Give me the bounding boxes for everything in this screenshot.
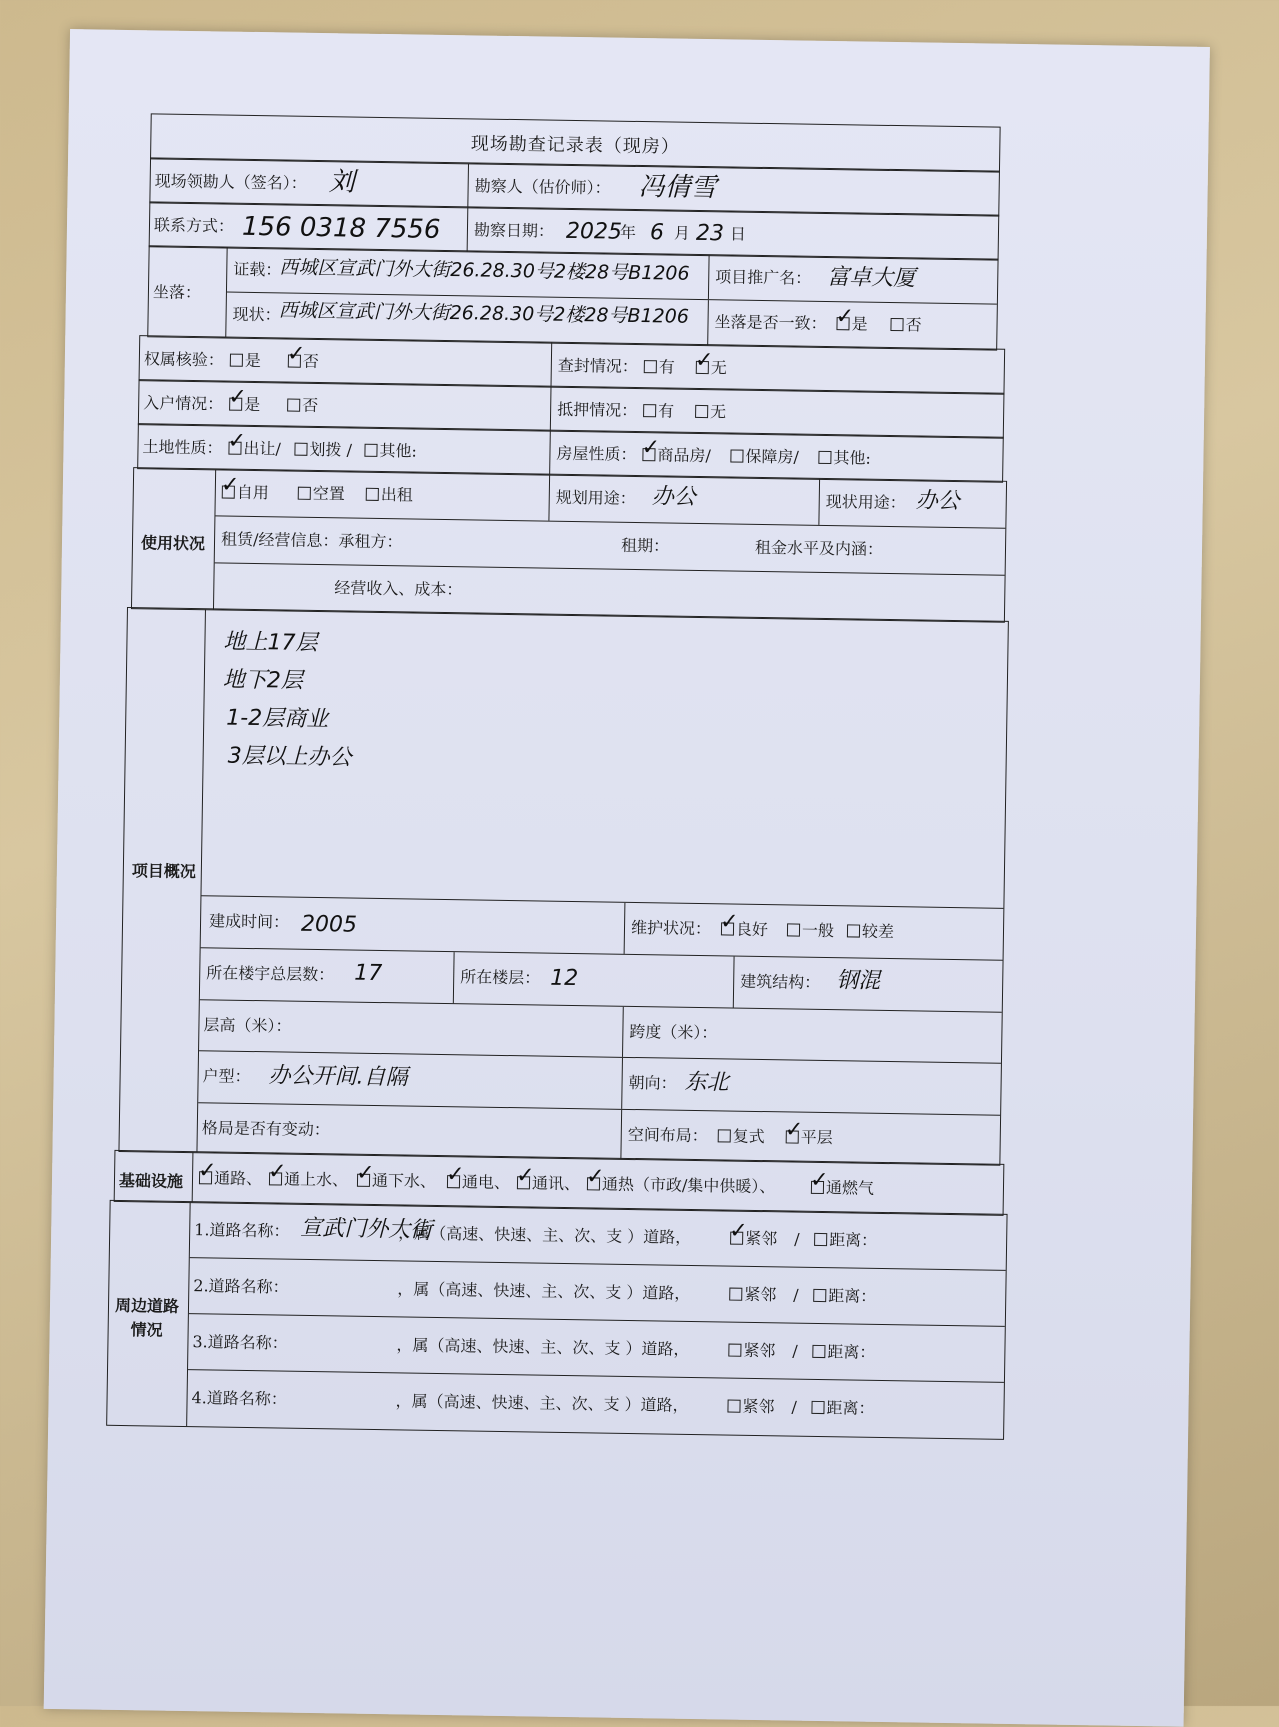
date-day: 23 [695,220,725,247]
checkbox-icon [818,451,831,464]
cert-label: 证载： [233,259,282,280]
date-year-unit: 年 [619,222,637,242]
checkbox-icon [719,909,739,935]
road-type-text: ，属（高速、快速、主、次、支 ）道路， [395,1391,689,1415]
entry-cell [139,380,552,430]
maint-opt-normal [787,922,834,939]
infra-item-road [197,1158,263,1189]
option-label: 其他: [833,448,871,468]
usage-opt-vacant [298,483,345,504]
project-name-label: 项目推广名： [715,267,812,288]
option-label: 否 [302,351,320,371]
checkbox-icon [230,354,243,367]
date-day-unit: 日 [729,224,747,244]
total-floors-label: 所在楼宇总层数： [206,963,335,985]
check-mark-icon: ✓ [641,435,661,461]
road-slash: / [791,1397,798,1417]
checkbox-icon [814,1233,827,1246]
check-mark-icon: ✓ [445,1162,465,1188]
road-adjacent [729,1218,778,1249]
option-label: 划拨 / [309,439,353,460]
maint-opt-good [719,909,769,940]
infra-item-water-supply [267,1159,349,1190]
total-floors-value: 17 [354,960,383,987]
height-cell [199,1000,624,1057]
span-label: 跨度（米）： [629,1021,718,1043]
consistent-yes [835,304,868,334]
option-label: 通讯、 [531,1173,581,1194]
option-label: 距离： [826,1398,875,1418]
orientation-value: 东北 [684,1069,729,1096]
maintenance-label: 维护状况： [630,917,712,939]
overview-note: 地上17层 [223,629,318,657]
usage-label: 使用状况 [140,533,206,554]
checkbox-icon [228,384,247,411]
floor-label: 所在楼层： [460,967,541,988]
check-mark-icon: ✓ [228,384,247,410]
option-label: 距离： [827,1342,876,1362]
project-name-value: 富卓大厦 [827,264,916,292]
surveyor-signature: 冯倩雪 [638,171,717,204]
usage-block [131,467,1007,623]
seal-none [694,347,727,378]
surveyor-label: 勘察人（估价师）： [474,176,611,198]
floor-value: 12 [550,965,579,992]
land-opt-other [364,440,418,461]
mortgage-none [695,404,726,420]
check-mark-icon: ✓ [585,1164,605,1190]
infra-label-cell [115,1151,194,1202]
road-distance [811,1400,874,1417]
road-name-label: 1.道路名称： [194,1220,290,1241]
road-distance [812,1344,875,1361]
consistent-label: 坐落是否一致： [714,312,827,333]
option-label: 通路、 [213,1168,263,1189]
leader-cell [150,158,469,207]
ownership-label: 权属核验： [143,349,225,370]
option-label: 通下水、 [371,1170,437,1191]
checkbox-icon [643,404,656,417]
checkbox-icon [890,318,903,331]
option-label: 一般 [801,920,835,941]
option-label: 商品房/ [657,445,712,466]
infra-item-gas [809,1167,875,1198]
checkbox-icon [227,428,247,455]
roads-label-cell [107,1201,191,1426]
road-adjacent [729,1284,777,1305]
option-label: 通上水、 [283,1169,349,1190]
checkbox-icon [294,443,307,456]
check-mark-icon: ✓ [784,1117,804,1143]
entry-yes [228,384,261,415]
option-label: 距离： [828,1230,878,1250]
checkbox-icon [729,1288,742,1301]
space-layout-cell [621,1110,1000,1165]
leader-signature: 刘 [328,167,355,198]
roads-label-line1: 周边道路 [114,1295,180,1316]
form-title: 现场勘查记录表（现房） [470,133,680,158]
planned-use-value: 办公 [651,484,697,510]
checkbox-icon [812,1345,825,1358]
orientation-cell [622,1058,1001,1115]
date-year: 2025 [565,218,623,245]
option-label: 自用 [236,482,269,503]
current-use-label: 现状用途： [825,491,906,513]
checkbox-icon [445,1162,465,1188]
checkbox-icon [730,449,743,462]
option-label: 紧邻 [743,1340,776,1361]
location-label-cell [148,246,227,337]
project-name-cell [709,255,998,304]
check-mark-icon: ✓ [729,1218,748,1244]
option-label: 其他: [379,440,418,461]
check-mark-icon: ✓ [286,341,306,367]
road-type-text: ，属（高速、快速、主、次、支 ）道路， [396,1335,690,1359]
option-label: 是 [244,350,262,371]
consistent-no [890,317,921,333]
total-floors-cell [200,948,455,1003]
check-mark-icon: ✓ [809,1167,829,1194]
option-label: 否 [905,315,922,335]
checkbox-icon [694,347,714,374]
current-use-value: 办公 [915,488,960,515]
road-name-value: 宣武门外大街 [300,1215,433,1243]
usage-opt-self [220,472,269,503]
type-value: 办公开间.自隔 [268,1063,408,1091]
income-label: 经营收入、成本： [334,578,463,600]
road-slash: / [792,1341,798,1361]
date-month: 6 [649,220,665,246]
layout-change-cell [197,1103,622,1159]
actual-label: 现状： [232,304,281,325]
checkbox-icon [355,1160,375,1187]
option-label: 通热（市政/集中供暖）、 [601,1174,776,1197]
structure-cell [734,957,1003,1012]
planned-use-cell [549,475,820,525]
option-label: 紧邻 [745,1228,778,1249]
infra-item-drainage [355,1160,437,1191]
built-label: 建成时间： [208,911,290,932]
road-adjacent [727,1396,775,1417]
option-label: 出让/ [243,438,282,459]
location-block [147,245,998,350]
mortgage-have [643,403,674,419]
checkbox-icon [809,1167,829,1194]
usage-options-cell [215,469,550,520]
checkbox-icon [847,924,860,937]
current-use-cell [819,479,1006,528]
land-cell [138,424,551,474]
structure-label: 建筑结构： [740,971,821,992]
type-label: 户型： [202,1066,251,1087]
check-mark-icon: ✓ [220,472,240,498]
built-value: 2005 [300,911,358,938]
house-opt-commercial [641,435,712,466]
road-slash: / [794,1229,800,1249]
option-label: 复式 [732,1126,765,1147]
type-cell [198,1051,623,1109]
check-mark-icon: ✓ [227,428,247,454]
survey-form-paper [44,29,1210,1727]
overview-label: 项目概况 [131,861,197,882]
option-label: 无 [709,402,727,422]
checkbox-icon [813,1289,826,1302]
checkbox-icon [811,1401,824,1414]
option-label: 紧邻 [742,1396,775,1417]
entry-no [287,395,319,415]
option-label: 空置 [312,483,345,504]
checkbox-icon [641,435,661,461]
seal-label: 查封情况： [557,355,639,377]
overview-note: 1-2层商业 [226,705,329,733]
checkbox-icon [787,923,800,936]
road-name-label: 3.道路名称： [192,1332,288,1353]
option-label: 无 [710,358,727,378]
checkbox-icon [287,399,300,412]
checkbox-icon [695,405,708,418]
checkbox-icon [267,1159,287,1185]
check-mark-icon: ✓ [694,347,714,374]
lease-term-label: 租期： [620,535,670,556]
maint-opt-poor [847,923,894,940]
check-mark-icon: ✓ [267,1159,287,1185]
overview-block [118,607,1008,1166]
contact-label: 联系方式： [153,215,235,236]
overview-note: 3层以上办公 [227,743,352,771]
check-mark-icon: ✓ [719,909,739,935]
orientation-label: 朝向： [628,1072,677,1093]
ownership-no [286,341,320,371]
option-label: 紧邻 [744,1284,777,1305]
roads-label-line2: 情况 [130,1320,163,1340]
date-month-unit: 月 [673,223,691,243]
option-label: 距离： [828,1286,877,1306]
planned-use-label: 规划用途： [555,487,636,508]
seal-have [644,359,675,375]
road-type-text: ，属（高速、快速、主、次、支 ）道路， [398,1223,692,1247]
checkbox-icon [728,1344,741,1357]
option-label: 良好 [735,919,769,940]
infra-item-heating [585,1164,776,1197]
road-name-label: 4.道路名称： [191,1388,288,1409]
space-layout-label: 空间布局： [627,1124,708,1146]
road-slash: / [793,1285,799,1305]
option-label: 是 [244,394,261,415]
cert-address: 西城区宣武门外大街26.28.30号2楼28号B1206 [279,256,690,285]
house-opt-affordable [730,448,799,465]
usage-label-cell [132,468,216,609]
road-adjacent [728,1340,776,1361]
land-label: 土地性质： [142,437,223,458]
cert-cell [227,248,710,300]
road-distance [813,1288,876,1305]
space-opt-flat [784,1117,833,1148]
floor-cell [454,952,735,1007]
leader-label: 现场领勘人（签名）： [154,171,307,193]
ownership-yes [230,350,262,371]
option-label: 是 [851,314,868,334]
height-label: 层高（米）： [203,1015,292,1036]
option-label: 较差 [861,921,895,942]
checkbox-icon [585,1164,605,1190]
option-label: 否 [302,395,319,415]
infra-item-telecom [515,1163,581,1194]
layout-change-label: 格局是否有变动： [201,1118,330,1140]
maintenance-cell [625,903,1004,960]
infra-label: 基础设施 [118,1170,184,1191]
check-mark-icon: ✓ [197,1158,217,1184]
rent-label: 租金水平及内涵： [754,537,884,559]
road-distance [814,1232,877,1249]
road-name-label: 2.道路名称： [193,1276,289,1297]
actual-address: 西城区宣武门外大街26.28.30号2楼28号B1206 [278,299,690,328]
contact-value: 156 0318 7556 [241,211,441,245]
checkbox-icon [835,304,855,330]
entry-label: 入户情况： [143,393,224,414]
ownership-cell [140,336,553,386]
structure-value: 钢混 [836,968,881,994]
option-label: 保障房/ [745,446,799,467]
option-label: 有 [658,357,676,377]
house-opt-other [818,450,871,467]
checkbox-icon [644,360,657,373]
option-label: 通燃气 [825,1178,875,1198]
span-cell [623,1007,1002,1063]
land-opt-transfer [227,428,282,459]
checkbox-icon [729,1218,748,1245]
checkbox-icon [784,1117,804,1143]
checkbox-icon [727,1400,740,1413]
checkbox-icon [718,1129,731,1142]
option-label: 通电、 [461,1172,511,1193]
overview-label-cell [119,608,206,1152]
checkbox-icon [366,488,379,501]
road-type-text: ，属（高速、快速、主、次、支 ）道路， [397,1279,691,1303]
checkbox-icon [220,472,240,498]
checkbox-icon [298,487,311,500]
land-opt-allocate [294,439,353,460]
checkbox-icon [364,444,377,457]
location-label: 坐落： [152,282,202,303]
road-row-4 [187,1370,1004,1439]
date-label: 勘察日期： [473,220,555,241]
space-opt-duplex [718,1128,765,1145]
checkbox-icon [286,341,306,368]
lease-label: 租赁/经营信息：承租方： [220,529,403,552]
option-label: 有 [657,401,675,421]
check-mark-icon: ✓ [355,1160,375,1186]
overview-note: 地下2层 [222,667,304,694]
option-label: 出租 [380,484,413,505]
built-cell [201,896,626,954]
contact-cell [150,202,469,251]
check-mark-icon: ✓ [515,1163,535,1189]
overview-notes-area [201,609,1007,909]
checkbox-icon [197,1158,217,1184]
house-label: 房屋性质： [556,443,637,464]
roads-block [106,1200,1007,1440]
consistent-cell [708,300,997,350]
check-mark-icon: ✓ [835,304,855,330]
mortgage-label: 抵押情况： [557,399,638,421]
infra-item-electric [445,1162,511,1193]
checkbox-icon [515,1163,535,1189]
usage-opt-rent [366,484,413,505]
option-label: 平层 [800,1127,833,1148]
